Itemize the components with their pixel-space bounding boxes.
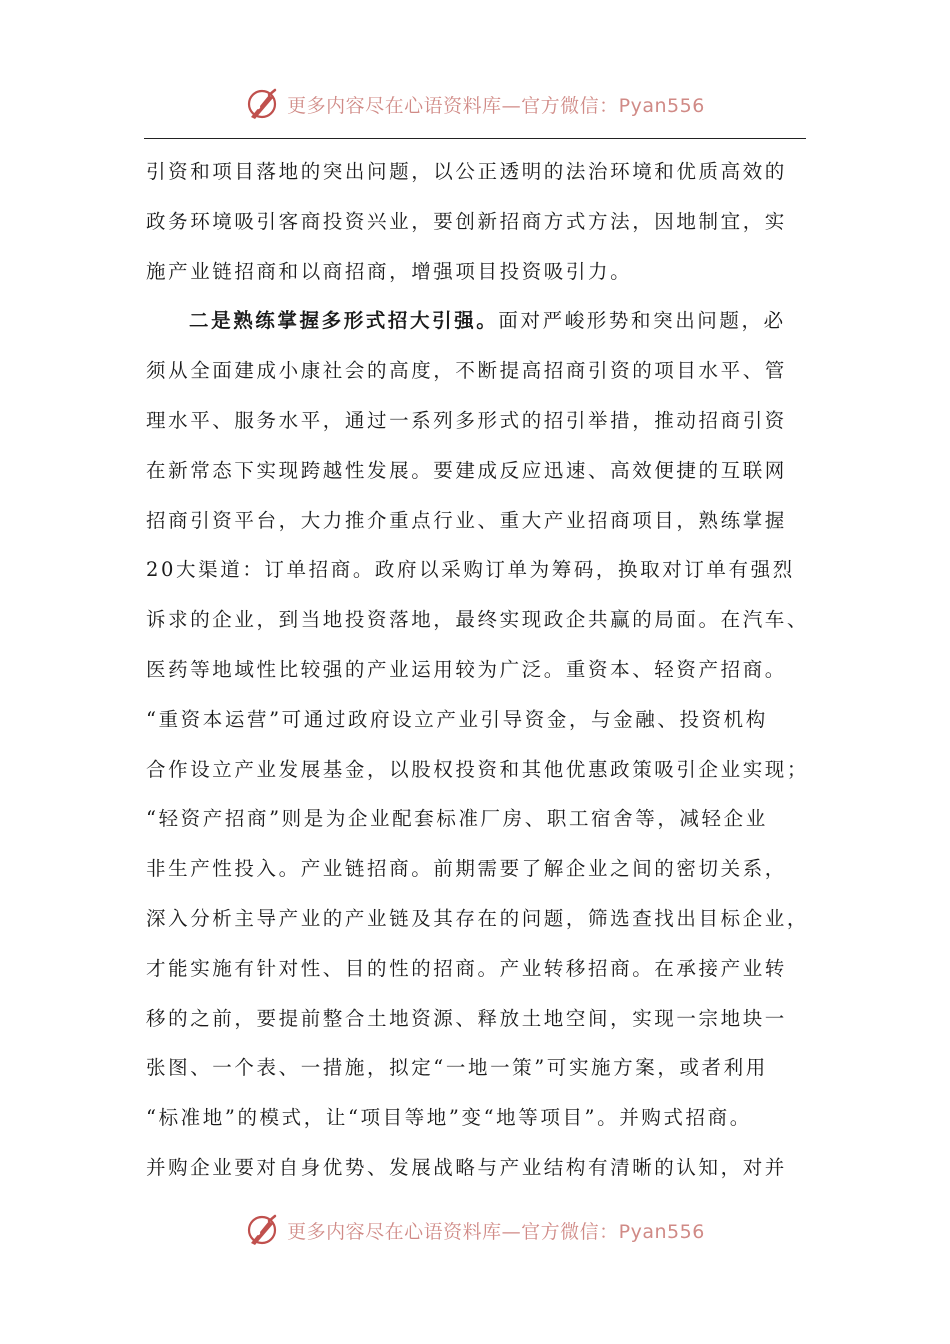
- body-line: “重资本运营”可通过政府设立产业引导资金，与金融、投资机构: [146, 707, 768, 731]
- header-wechat-id: Pyan556: [618, 94, 705, 117]
- header-banner-text: 更多内容尽在心语资料库—官方微信：Pyan556: [287, 94, 705, 117]
- body-line: “轻资产招商”则是为企业配套标准厂房、职工宿舍等，减轻企业: [146, 807, 768, 831]
- header-divider: [144, 138, 806, 139]
- header-banner: [0, 84, 950, 124]
- body-line: 引资和项目落地的突出问题，以公正透明的法治环境和优质高效的: [146, 160, 787, 183]
- document-body: [146, 147, 810, 1193]
- body-line: 合作设立产业发展基金，以股权投资和其他优惠政策吸引企业实现；: [146, 757, 810, 781]
- body-line: 须从全面建成小康社会的高度，不断提高招商引资的项目水平、管: [146, 359, 787, 383]
- paragraph-heading: 二是熟练掌握多形式招大引强。: [189, 309, 499, 333]
- footer-banner: [0, 1210, 950, 1250]
- pen-logo-icon: [245, 87, 279, 121]
- body-line: 医药等地域性比较强的产业运用较为广泛。重资本、轻资产招商。: [146, 657, 787, 681]
- body-line: 非生产性投入。产业链招商。前期需要了解企业之间的密切关系，: [146, 857, 787, 881]
- body-line: 张图、一个表、一措施，拟定“一地一策”可实施方案，或者利用: [146, 1056, 768, 1080]
- body-line: 在新常态下实现跨越性发展。要建成反应迅速、高效便捷的互联网: [146, 458, 787, 482]
- body-line: 诉求的企业，到当地投资落地，最终实现政企共赢的局面。在汽车、: [146, 608, 810, 632]
- footer-banner-text: 更多内容尽在心语资料库—官方微信：Pyan556: [287, 1220, 705, 1243]
- body-line: 理水平、服务水平，通过一系列多形式的招引举措，推动招商引资: [146, 408, 787, 432]
- body-line: 深入分析主导产业的产业链及其存在的问题，筛选查找出目标企业，: [146, 906, 810, 930]
- body-line: 才能实施有针对性、目的性的招商。产业转移招商。在承接产业转: [146, 956, 787, 980]
- body-line: 招商引资平台，大力推介重点行业、重大产业招商项目，熟练掌握: [146, 508, 787, 532]
- paragraph-2-first-line: [146, 296, 810, 346]
- body-line: “标准地”的模式，让“项目等地”变“地等项目”。并购式招商。: [146, 1106, 752, 1130]
- body-line: 施产业链招商和以商招商，增强项目投资吸引力。: [146, 259, 633, 283]
- body-line: 并购企业要对自身优势、发展战略与产业结构有清晰的认知，对并: [146, 1155, 787, 1179]
- footer-wechat-id: Pyan556: [618, 1220, 705, 1243]
- body-line: 政务环境吸引客商投资兴业，要创新招商方式方法，因地制宜，实: [146, 209, 787, 233]
- paragraph-2-opening: 面对严峻形势和突出问题，必: [498, 309, 786, 333]
- pen-logo-icon: [245, 1213, 279, 1247]
- body-line: 移的之前，要提前整合土地资源、释放土地空间，实现一宗地块一: [146, 1006, 787, 1030]
- body-line: 20大渠道：订单招商。政府以采购订单为筹码，换取对订单有强烈: [146, 558, 795, 582]
